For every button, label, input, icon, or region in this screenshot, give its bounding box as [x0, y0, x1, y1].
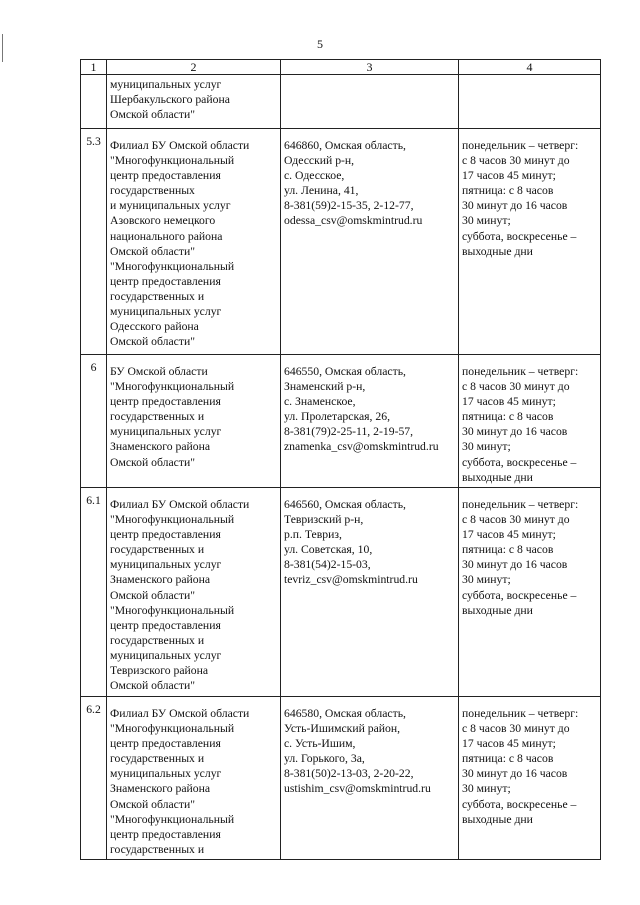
row-number [81, 75, 107, 129]
working-hours [459, 75, 601, 129]
organization-name: БУ Омской области "Многофункциональный центр предоставления государственных и муниципальных услуг Знаменского района Омской области" [107, 355, 281, 488]
header-cell-col-1: 1 [81, 60, 107, 75]
row-number: 6.1 [81, 488, 107, 697]
table-row [81, 129, 601, 355]
table-row [81, 355, 601, 488]
row-number: 6 [81, 355, 107, 488]
page-number: 5 [317, 37, 323, 51]
table-row [81, 697, 601, 860]
header-cell-col-4: 4 [459, 60, 601, 75]
row-number: 5.3 [81, 129, 107, 355]
organization-name: Филиал БУ Омской области "Многофункциональный центр предоставления государственных и муниципальных услуг Знаменского района Омской области" "Многофункциональный центр предоставления государственных и [107, 697, 281, 860]
mfc-offices-table [80, 59, 601, 860]
header-cell-col-2: 2 [107, 60, 281, 75]
table-row [81, 75, 601, 129]
working-hours: понедельник – четверг: с 8 часов 30 минут до 17 часов 45 минут; пятница: с 8 часов 30 минут до 16 часов 30 минут; суббота, воскресенье – выходные дни [459, 355, 601, 488]
header-cell-col-3: 3 [281, 60, 459, 75]
organization-name: Филиал БУ Омской области "Многофункциональный центр предоставления государственных и муниципальных услуг Знаменского района Омской области" "Многофункциональный центр предоставления государственных и муниципальных услуг Тевризского района Омской области" [107, 488, 281, 697]
address-contacts: 646860, Омская область, Одесский р-н, с. Одесское, ул. Ленина, 41, 8-381(59)2-15-35, 2-12-77, odessa_csv@omskmintrud.ru [281, 129, 459, 355]
address-contacts [281, 75, 459, 129]
address-contacts: 646550, Омская область, Знаменский р-н, с. Знаменское, ул. Пролетарская, 26, 8-381(79)2-25-11, 2-19-57, znamenka_csv@omskmintrud.ru [281, 355, 459, 488]
organization-name: муниципальных услуг Шербакульского района Омской области" [107, 75, 281, 129]
row-number: 6.2 [81, 697, 107, 860]
working-hours: понедельник – четверг: с 8 часов 30 минут до 17 часов 45 минут; пятница: с 8 часов 30 минут до 16 часов 30 минут; суббота, воскресенье – выходные дни [459, 697, 601, 860]
working-hours: понедельник – четверг: с 8 часов 30 минут до 17 часов 45 минут; пятница: с 8 часов 30 минут до 16 часов 30 минут; суббота, воскресенье – выходные дни [459, 488, 601, 697]
address-contacts: 646580, Омская область, Усть-Ишимский район, с. Усть-Ишим, ул. Горького, 3а, 8-381(50)2-13-03, 2-20-22, ustishim_csv@omskmintrud.ru [281, 697, 459, 860]
working-hours: понедельник – четверг: с 8 часов 30 минут до 17 часов 45 минут; пятница: с 8 часов 30 минут до 16 часов 30 минут; суббота, воскресенье – выходные дни [459, 129, 601, 355]
table-header-row [81, 60, 601, 75]
table-row [81, 488, 601, 697]
address-contacts: 646560, Омская область, Тевризский р-н, р.п. Тевриз, ул. Советская, 10, 8-381(54)2-15-03, tevriz_csv@omskmintrud.ru [281, 488, 459, 697]
organization-name: Филиал БУ Омской области "Многофункциональный центр предоставления государственных и муниципальных услуг Азовского немецкого национального района Омской области" "Многофункциональный центр предоставления государственных и муниципальных услуг Одесского района Омской области" [107, 129, 281, 355]
